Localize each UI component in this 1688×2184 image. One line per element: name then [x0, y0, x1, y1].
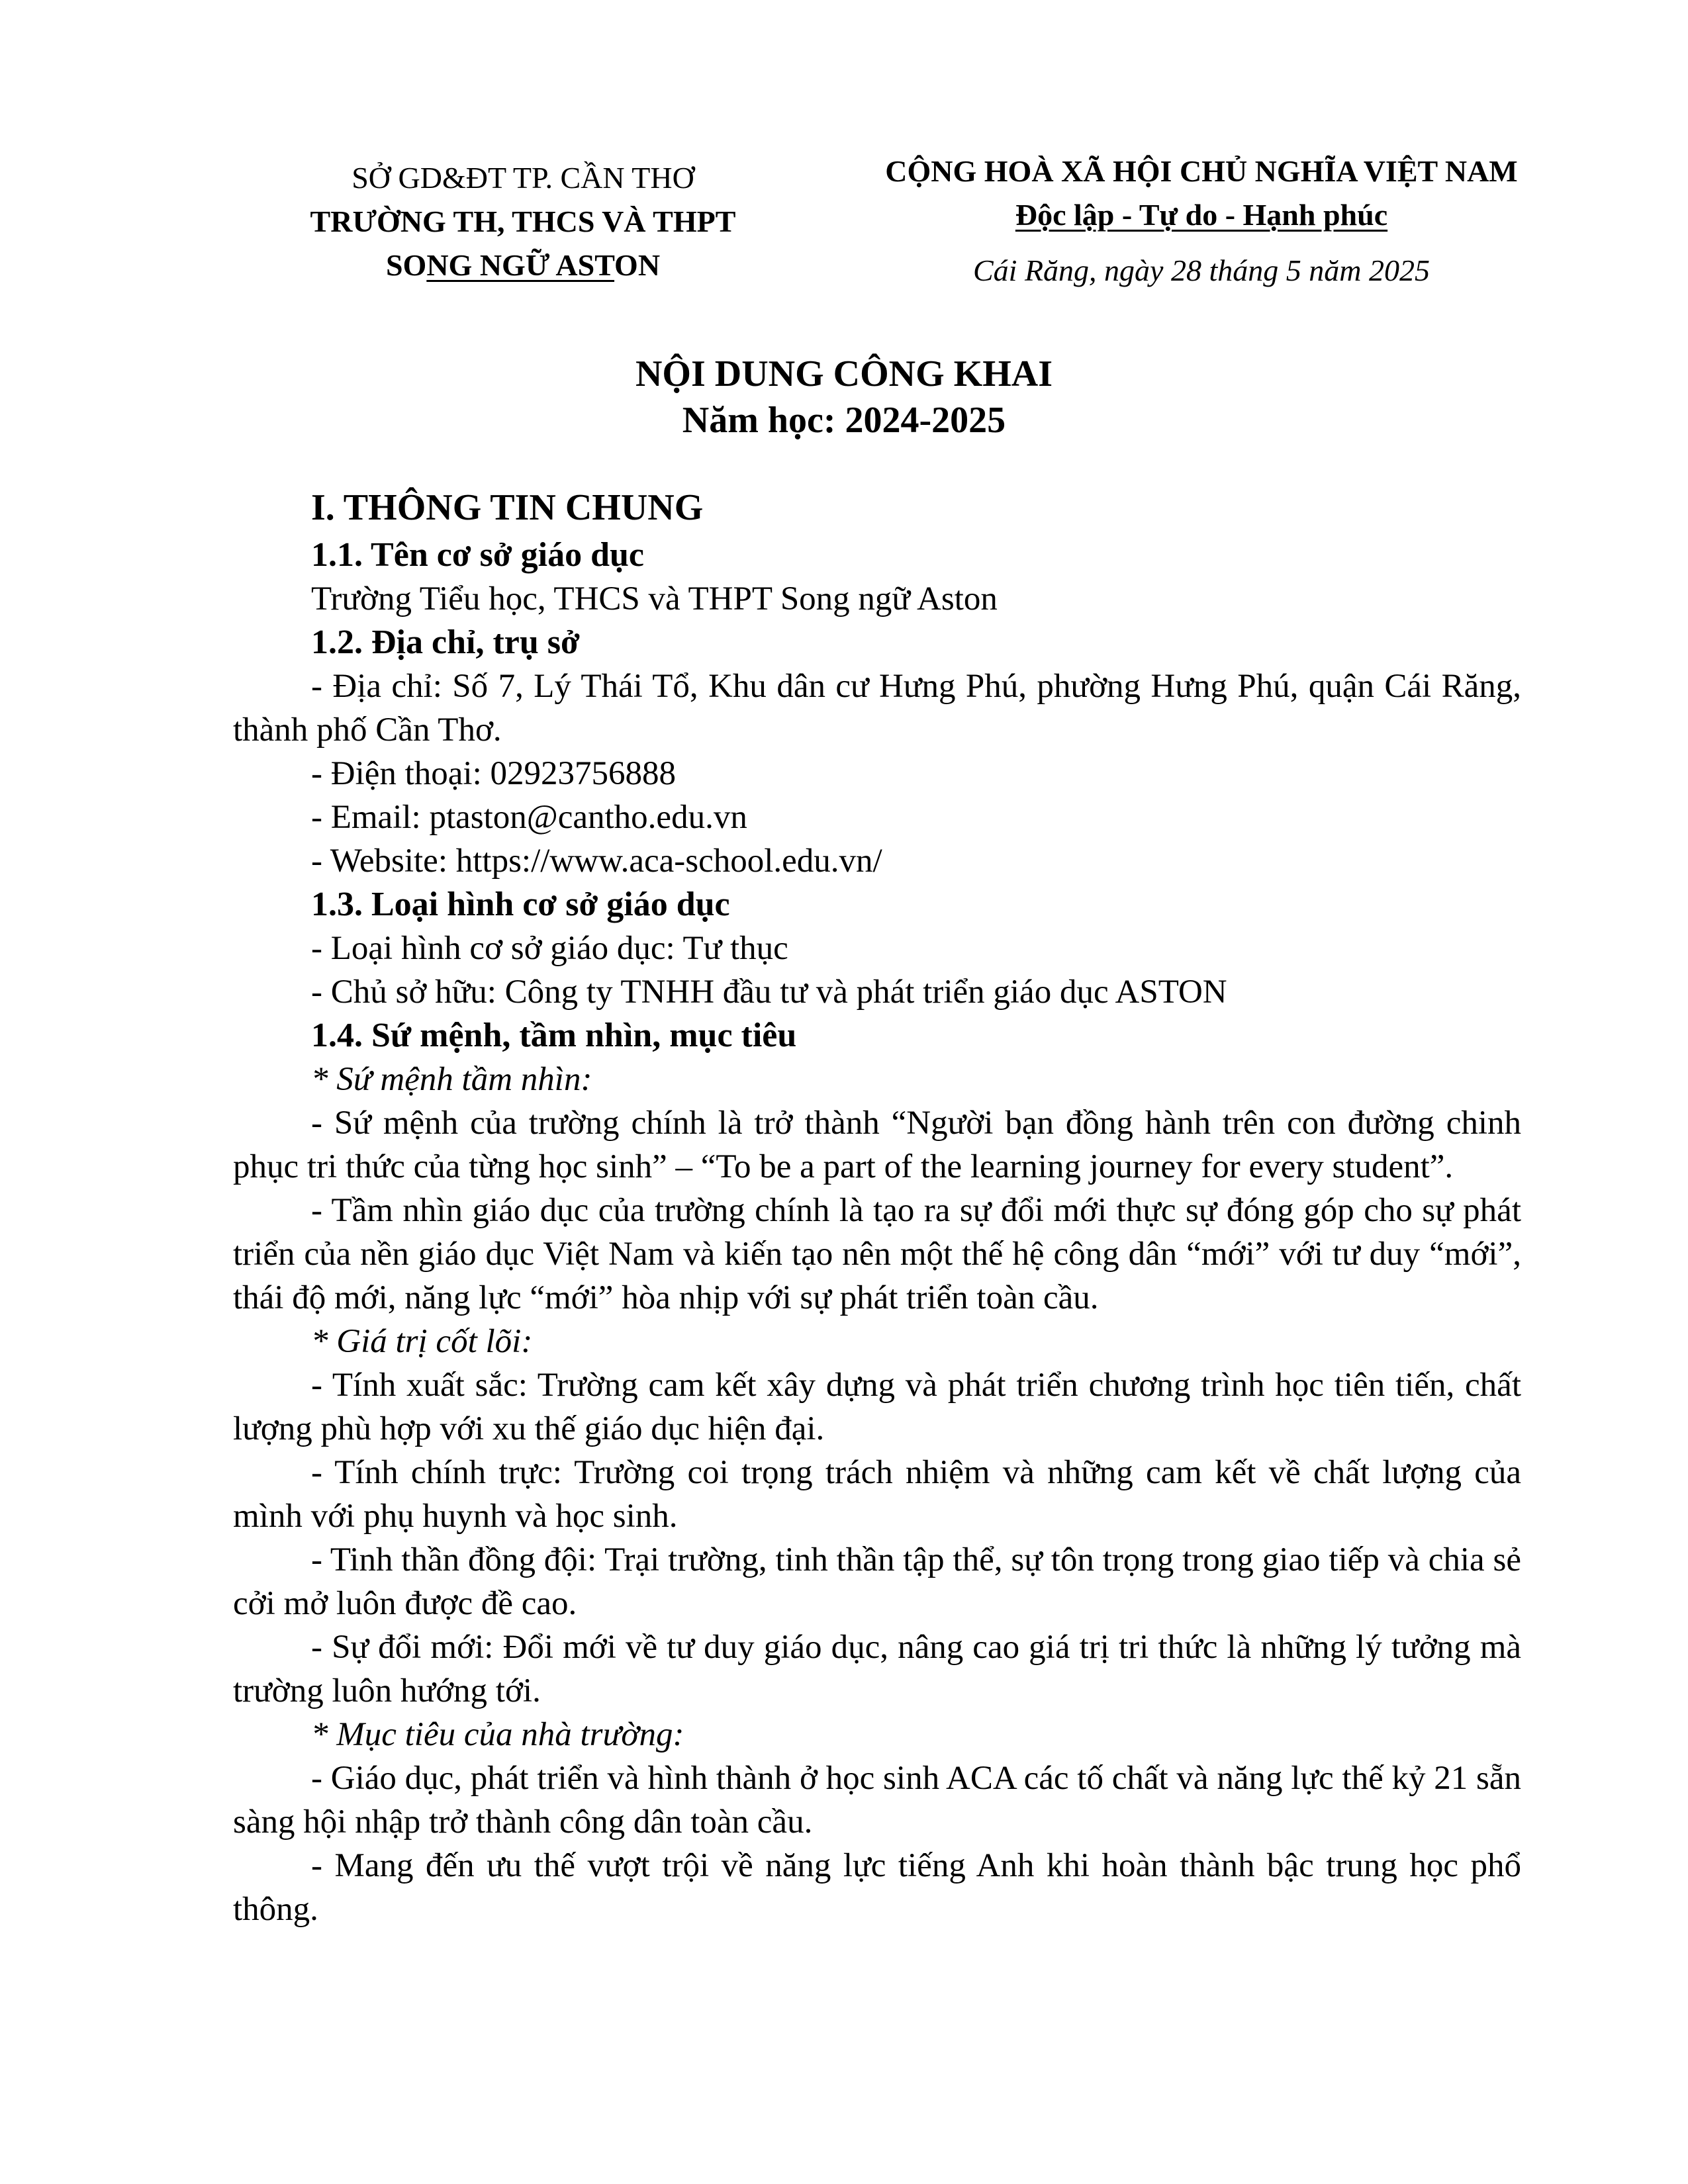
website-line: - Website: https://www.aca-school.edu.vn/ [311, 842, 882, 880]
core-value-item: - Tinh thần đồng đội: Trại trường, tinh thần tập thể, sự tôn trọng trong giao tiếp và chia sẻ cởi mở luôn được đề cao. [233, 1541, 1521, 1622]
subsection-heading-1-2: 1.2. Địa chỉ, trụ sở [311, 623, 580, 661]
document-title: NỘI DUNG CÔNG KHAI [635, 353, 1053, 394]
school-name-part1: SO [385, 248, 427, 282]
school-goal-item: - Giáo dục, phát triển và hình thành ở học sinh ACA các tố chất và năng lực thế kỷ 21 sẵn sàng hội nhập trở thành công dân toàn cầu. [233, 1760, 1521, 1841]
school-name-line2 [285, 244, 761, 287]
national-motto [821, 193, 1582, 237]
school-name-underlined: NG NGỮ AST [426, 248, 615, 282]
issuing-authority-block [285, 156, 761, 287]
school-goal-item: - Mang đến ưu thế vượt trội về năng lực tiếng Anh khi hoàn thành bậc trung học phổ thông. [233, 1847, 1521, 1928]
school-year: Năm học: 2024-2025 [682, 400, 1006, 441]
address-paragraph: - Địa chỉ: Số 7, Lý Thái Tổ, Khu dân cư Hưng Phú, phường Hưng Phú, quận Cái Răng, thành phố Cần Thơ. [233, 668, 1521, 749]
document-title-block [0, 351, 1688, 443]
section-heading-general-info: I. THÔNG TIN CHUNG [311, 487, 704, 528]
school-goals-label: * Mục tiêu của nhà trường: [311, 1716, 684, 1753]
email-line: - Email: ptaston@cantho.edu.vn [311, 799, 747, 836]
vision-paragraph: - Tầm nhìn giáo dục của trường chính là tạo ra sự đổi mới thực sự đóng góp cho sự phát triển của nền giáo dục Việt Nam và kiến tạo nên một thế hệ công dân “mới” với tư duy “mới”, thái độ mới, năng lực “mới” hòa nhịp với sự phát triển toàn cầu. [233, 1192, 1521, 1316]
subsection-heading-1-1: 1.1. Tên cơ sở giáo dục [311, 536, 645, 574]
subsection-heading-1-4: 1.4. Sứ mệnh, tầm nhìn, mục tiêu [311, 1017, 797, 1054]
owner-line: - Chủ sở hữu: Công ty TNHH đầu tư và phát triển giáo dục ASTON [311, 974, 1227, 1011]
mission-paragraph: - Sứ mệnh của trường chính là trở thành “Người bạn đồng hành trên con đường chinh phục tri thức của từng học sinh” – “To be a part of the learning journey for every student”. [233, 1105, 1521, 1185]
core-value-item: - Sự đổi mới: Đổi mới về tư duy giáo dục, nâng cao giá trị tri thức là những lý tưởng mà trường luôn hướng tới. [233, 1629, 1521, 1709]
document-body [233, 486, 1521, 1931]
phone-line: - Điện thoại: 02923756888 [311, 755, 677, 792]
institution-type-line: - Loại hình cơ sở giáo dục: Tư thục [311, 930, 788, 967]
subsection-heading-1-3: 1.3. Loại hình cơ sở giáo dục [311, 886, 730, 923]
school-name-part3: ON [614, 248, 661, 282]
core-value-item: - Tính xuất sắc: Trường cam kết xây dựng và phát triển chương trình học tiên tiến, chất lượng phù hợp với xu thế giáo dục hiện đại. [233, 1367, 1521, 1447]
place-date: Cái Răng, ngày 28 tháng 5 năm 2025 [973, 253, 1430, 287]
school-name-line1: TRƯỜNG TH, THCS VÀ THPT [310, 205, 736, 238]
national-header-block [821, 150, 1582, 293]
department-name: SỞ GD&ĐT TP. CẦN THƠ [352, 161, 694, 195]
core-values-label: * Giá trị cốt lõi: [311, 1323, 533, 1360]
school-full-name: Trường Tiểu học, THCS và THPT Song ngữ Aston [311, 580, 998, 617]
national-motto-text: Độc lập - Tự do - Hạnh phúc [1015, 198, 1388, 232]
national-title: CỘNG HOÀ XÃ HỘI CHỦ NGHĨA VIỆT NAM [885, 154, 1518, 188]
mission-vision-label: * Sứ mệnh tầm nhìn: [311, 1061, 592, 1098]
core-value-item: - Tính chính trực: Trường coi trọng trách nhiệm và những cam kết về chất lượng của mình với phụ huynh và học sinh. [233, 1454, 1521, 1535]
